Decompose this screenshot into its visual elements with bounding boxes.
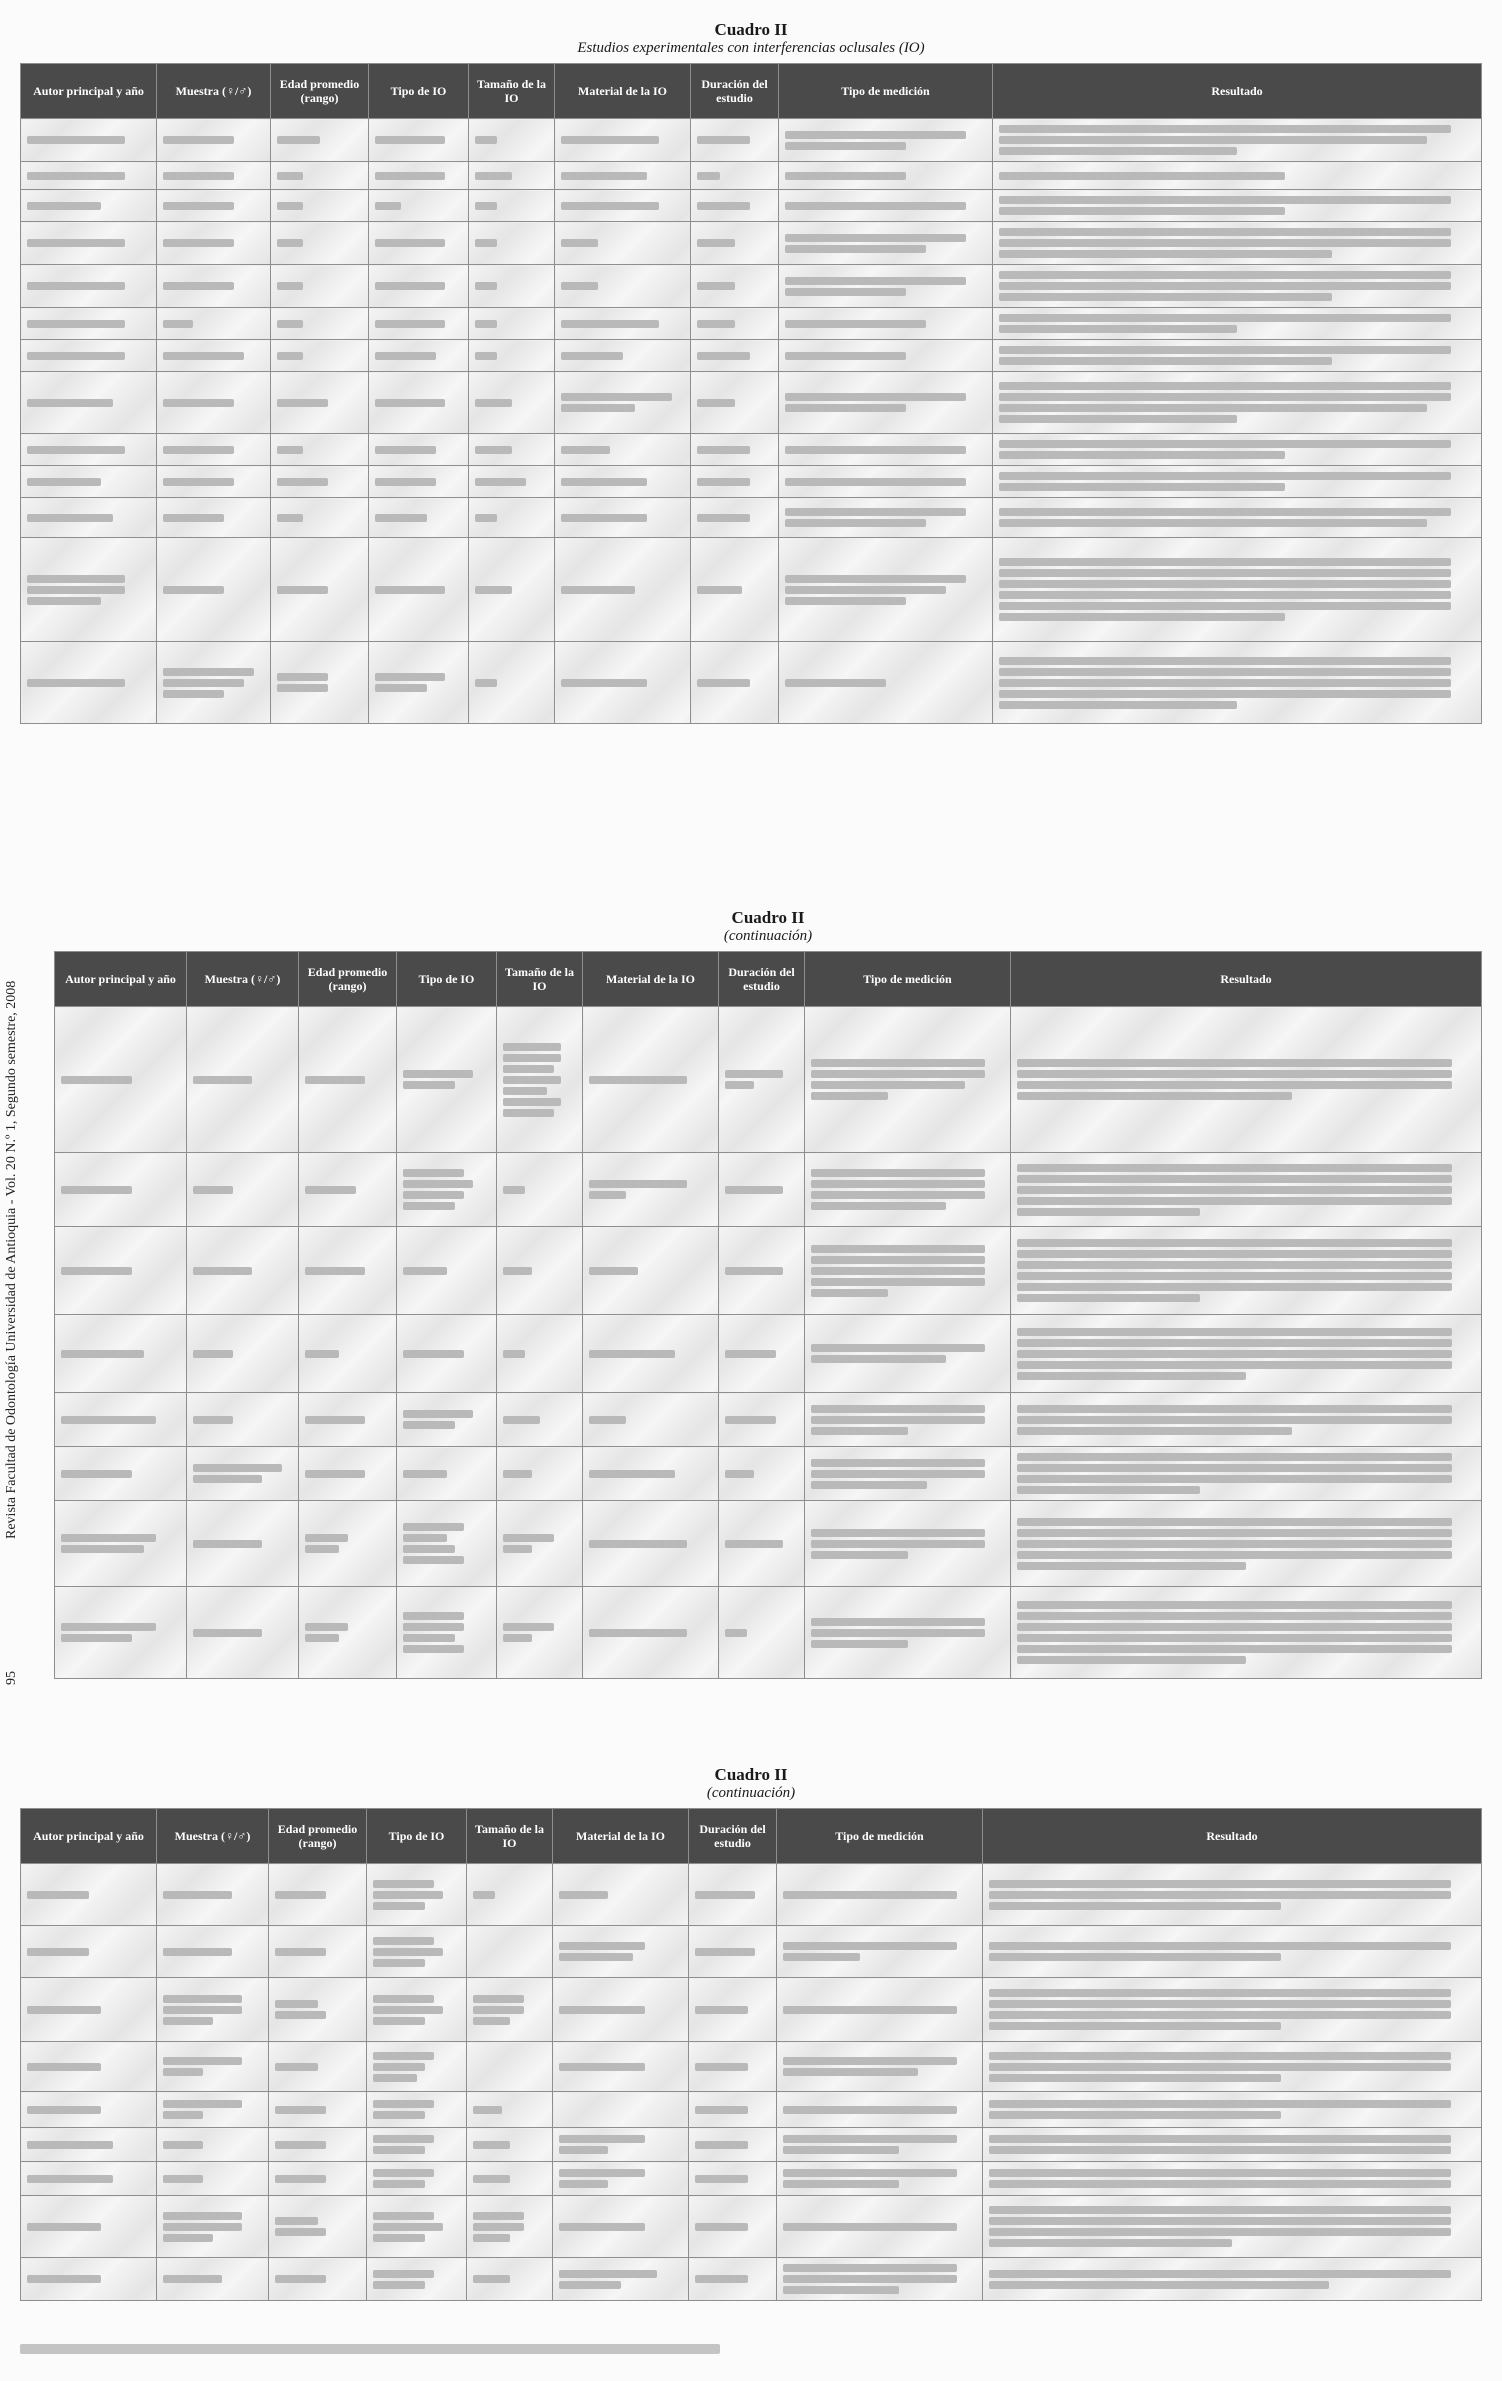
section-title: Cuadro II xyxy=(714,1765,788,1784)
col-header-material: Material de la IO xyxy=(555,64,691,119)
table-row xyxy=(21,190,1482,222)
table-row xyxy=(21,222,1482,265)
table-row xyxy=(21,466,1482,498)
col-header-material: Material de la IO xyxy=(553,1809,689,1864)
table-row xyxy=(21,162,1482,190)
table-row xyxy=(21,340,1482,372)
col-header-material: Material de la IO xyxy=(583,952,719,1007)
table-row xyxy=(21,498,1482,538)
table-row xyxy=(21,1978,1482,2042)
section-subtitle: Estudios experimentales con interferencias oclusales (IO) xyxy=(577,40,925,56)
col-header-edad: Edad promedio (rango) xyxy=(269,1809,367,1864)
col-header-tipo-io: Tipo de IO xyxy=(367,1809,467,1864)
table-section-1 xyxy=(20,20,1482,724)
col-header-resultado: Resultado xyxy=(1011,952,1482,1007)
col-header-edad: Edad promedio (rango) xyxy=(299,952,397,1007)
col-header-tamano: Tamaño de la IO xyxy=(469,64,555,119)
col-header-muestra: Muestra (♀/♂) xyxy=(157,1809,269,1864)
table-row xyxy=(55,1501,1482,1587)
journal-margin-text: Revista Facultad de Odontología Universidad de Antioquia - Vol. 20 N.º 1, Segundo semestre, 2008 xyxy=(4,980,19,1540)
col-header-autor: Autor principal y año xyxy=(21,64,157,119)
table-row xyxy=(21,2162,1482,2196)
section-title: Cuadro II xyxy=(714,20,788,39)
table-row xyxy=(21,434,1482,466)
section-subtitle: (continuación) xyxy=(706,1785,796,1801)
footnote-placeholder xyxy=(20,2344,720,2354)
col-header-tamano: Tamaño de la IO xyxy=(467,1809,553,1864)
col-header-tipo-io: Tipo de IO xyxy=(369,64,469,119)
studies-table xyxy=(20,1808,1482,2301)
col-header-medicion: Tipo de medición xyxy=(779,64,993,119)
table-row xyxy=(21,265,1482,308)
table-row xyxy=(21,2092,1482,2128)
table-row xyxy=(55,1447,1482,1501)
col-header-resultado: Resultado xyxy=(983,1809,1482,1864)
table-row xyxy=(21,2258,1482,2301)
table-row xyxy=(21,538,1482,642)
col-header-duracion: Duración del estudio xyxy=(719,952,805,1007)
col-header-edad: Edad promedio (rango) xyxy=(271,64,369,119)
col-header-autor: Autor principal y año xyxy=(55,952,187,1007)
section-title: Cuadro II xyxy=(731,908,805,927)
col-header-muestra: Muestra (♀/♂) xyxy=(187,952,299,1007)
table-section-3 xyxy=(20,1765,1482,2301)
col-header-autor: Autor principal y año xyxy=(21,1809,157,1864)
table-row xyxy=(21,642,1482,724)
col-header-medicion: Tipo de medición xyxy=(777,1809,983,1864)
table-header-row xyxy=(21,64,1482,119)
table-row xyxy=(21,2128,1482,2162)
studies-table xyxy=(20,63,1482,724)
col-header-resultado: Resultado xyxy=(993,64,1482,119)
table-row xyxy=(21,2042,1482,2092)
section-subtitle: (continuación) xyxy=(723,928,813,944)
studies-table xyxy=(54,951,1482,1679)
col-header-duracion: Duración del estudio xyxy=(689,1809,777,1864)
col-header-tamano: Tamaño de la IO xyxy=(497,952,583,1007)
page-number: 95 xyxy=(4,1671,19,1685)
table-row xyxy=(21,119,1482,162)
table-row xyxy=(55,1007,1482,1153)
table-row xyxy=(55,1227,1482,1315)
table-row xyxy=(55,1393,1482,1447)
col-header-tipo-io: Tipo de IO xyxy=(397,952,497,1007)
table-row xyxy=(55,1315,1482,1393)
table-row xyxy=(21,1926,1482,1978)
table-header-row xyxy=(55,952,1482,1007)
col-header-muestra: Muestra (♀/♂) xyxy=(157,64,271,119)
table-section-2 xyxy=(54,908,1482,1679)
col-header-duracion: Duración del estudio xyxy=(691,64,779,119)
table-row xyxy=(21,372,1482,434)
table-header-row xyxy=(21,1809,1482,1864)
table-row xyxy=(21,308,1482,340)
table-row xyxy=(55,1153,1482,1227)
table-row xyxy=(21,1864,1482,1926)
col-header-medicion: Tipo de medición xyxy=(805,952,1011,1007)
table-row xyxy=(21,2196,1482,2258)
table-row xyxy=(55,1587,1482,1679)
